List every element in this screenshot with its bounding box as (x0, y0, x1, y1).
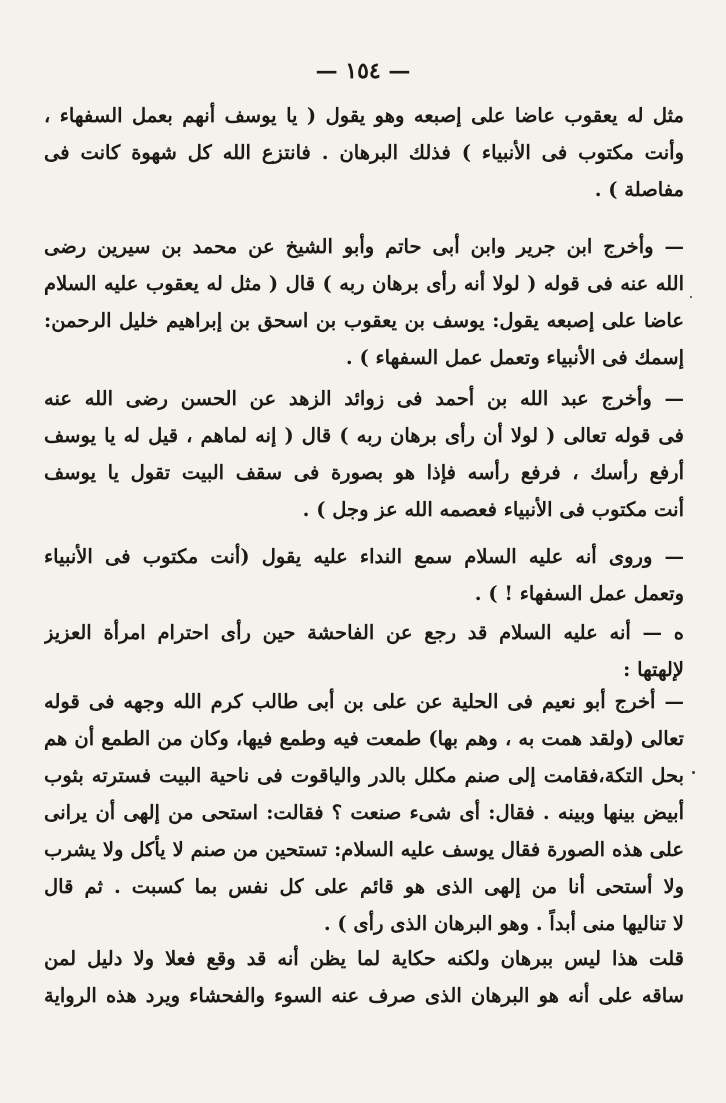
paragraph-line: لا تناليها منى أبداً . وهو البرهان الذى رأى ) . (323, 912, 684, 935)
paragraph-line: مفاصلة ) . (594, 178, 684, 201)
paragraph-line: بحل التكة،فقامت إلى صنم مكلل بالدر والياقوت فى ناحية البيت فسترته بثوب (44, 764, 684, 787)
paragraph-line: أنت مكتوب فى الأنبياء فعصمه الله عز وجل ) . (302, 498, 684, 521)
paragraph-line: قلت هذا ليس ببرهان ولكنه حكاية لما يظن أنه قد وقع فعلا ولا دليل لمن (44, 947, 684, 970)
paragraph-5 (44, 614, 684, 688)
paragraph-line: وأنت مكتوب فى الأنبياء ) فذلك البرهان . فانتزع الله كل شهوة كانت فى (44, 141, 684, 164)
paragraph-7 (44, 940, 684, 1014)
paragraph-line: مثل له يعقوب عاضا على إصبعه وهو يقول ( يا يوسف أنهم بعمل السفهاء ، (44, 104, 684, 127)
print-speck (690, 296, 692, 298)
paragraph-line: — وأخرج عبد الله بن أحمد فى زوائد الزهد عن الحسن رضى الله عنه (44, 387, 684, 410)
paragraph-line: إسمك فى الأنبياء وتعمل عمل السفهاء ) . (345, 346, 684, 369)
print-speck (692, 771, 695, 774)
paragraph-line: وتعمل عمل السفهاء ! ) . (474, 582, 684, 605)
paragraph-line: تعالى (ولقد همت به ، وهم بها) طمعت فيه وطمع فيها، وكان من الطمع أن هم (44, 727, 684, 750)
paragraph-6 (44, 683, 684, 942)
paragraph-line: على هذه الصورة فقال يوسف عليه السلام: تستحين من صنم لا يأكل ولا يشرب (44, 838, 684, 861)
paragraph-1 (44, 97, 684, 208)
paragraph-line: ساقه على أنه هو البرهان الذى صرف عنه السوء والفحشاء ويرد هذه الرواية (44, 984, 684, 1007)
page-number: — ١٥٤ — (315, 58, 411, 84)
paragraph-3 (44, 380, 684, 528)
paragraph-line: ه — أنه عليه السلام قد رجع عن الفاحشة حين رأى احترام امرأة العزيز (44, 621, 684, 644)
paragraph-line: ولا أستحى أنا من إلهى الذى هو قائم على كل نفس بما كسبت . ثم قال (44, 875, 684, 898)
paragraph-line: أبيض بينها وبينه . فقال: أى شىء صنعت ؟ فقالت: استحى من إلهى أن يرانى (44, 801, 684, 824)
paragraph-line: الله عنه فى قوله ( لولا أنه رأى برهان ربه ) قال ( مثل له يعقوب عليه السلام (44, 272, 684, 295)
paragraph-line: فى قوله تعالى ( لولا أن رأى برهان ربه ) قال ( إنه لماهم ، قيل له يا يوسف (44, 424, 684, 447)
paragraph-line: — أخرج أبو نعيم فى الحلية عن على بن أبى طالب كرم الله وجهه فى قوله (44, 690, 684, 713)
paragraph-4 (44, 538, 684, 612)
paragraph-line: — وأخرج ابن جرير وابن أبى حاتم وأبو الشيخ عن محمد بن سيرين رضى (44, 235, 684, 258)
paragraph-line: أرفع رأسك ، فرفع رأسه فإذا هو بصورة فى سقف البيت تقول يا يوسف (44, 461, 684, 484)
paragraph-line: لإلهتها : (623, 658, 684, 681)
paragraph-line: عاضا على إصبعه يقول: يوسف بن يعقوب بن اسحق بن إبراهيم خليل الرحمن: (44, 309, 684, 332)
paragraph-2 (44, 228, 684, 376)
paragraph-line: — وروى أنه عليه السلام سمع النداء عليه يقول (أنت مكتوب فى الأنبياء (44, 545, 684, 568)
